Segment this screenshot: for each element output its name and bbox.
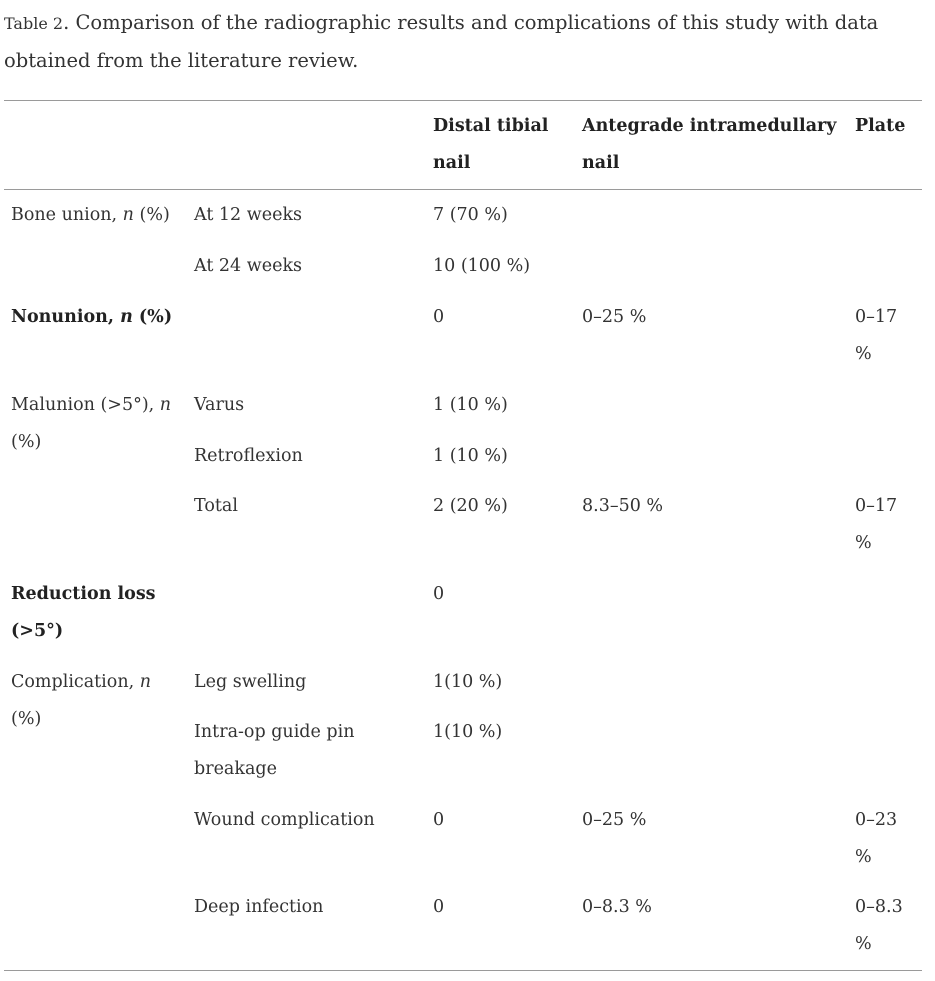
cell-wound-dtn: 0 xyxy=(433,810,445,830)
row-label-complication-line2: (%) xyxy=(11,709,42,729)
table-caption xyxy=(4,4,929,79)
cell-leg-swelling-dtn: 1(10 %) xyxy=(433,672,503,692)
header-antegrade-nail-line2: nail xyxy=(582,153,620,173)
header-distal-tibial-nail-line1: Distal tibial xyxy=(433,116,549,136)
caption-text: . Comparison of the radiographic results and complications of this study with data obtained from the literature review. xyxy=(4,11,879,72)
cell-nonunion-dtn: 0 xyxy=(433,307,445,327)
sub-label-leg-swelling: Leg swelling xyxy=(194,672,307,692)
sub-label-at-12-weeks: At 12 weeks xyxy=(194,205,303,225)
row-label-malunion-line2: (%) xyxy=(11,432,42,452)
table-top-rule xyxy=(4,100,922,101)
sub-label-at-24-weeks: At 24 weeks xyxy=(194,256,303,276)
cell-deep-infection-plate-line1: 0–8.3 xyxy=(855,897,903,917)
header-plate: Plate xyxy=(855,116,906,136)
cell-guide-pin-dtn: 1(10 %) xyxy=(433,722,503,742)
sub-label-retroflexion: Retroflexion xyxy=(194,446,303,466)
header-antegrade-nail-line1: Antegrade intramedullary xyxy=(582,116,837,136)
sub-label-total: Total xyxy=(194,496,238,516)
sub-label-varus: Varus xyxy=(194,395,245,415)
cell-nonunion-plate-line1: 0–17 xyxy=(855,307,898,327)
table-bottom-rule xyxy=(4,970,922,971)
cell-total-ain: 8.3–50 % xyxy=(582,496,664,516)
cell-bone-union-12w-dtn: 7 (70 %) xyxy=(433,205,508,225)
row-label-nonunion: Nonunion, n (%) xyxy=(11,307,173,327)
cell-bone-union-24w-dtn: 10 (100 %) xyxy=(433,256,531,276)
header-distal-tibial-nail-line2: nail xyxy=(433,153,471,173)
sub-label-guide-pin-line1: Intra-op guide pin xyxy=(194,722,355,742)
row-label-bone-union: Bone union, n (%) xyxy=(11,205,170,225)
cell-wound-ain: 0–25 % xyxy=(582,810,647,830)
cell-retroflexion-dtn: 1 (10 %) xyxy=(433,446,508,466)
cell-total-dtn: 2 (20 %) xyxy=(433,496,508,516)
sub-label-deep-infection: Deep infection xyxy=(194,897,324,917)
cell-wound-plate-line1: 0–23 xyxy=(855,810,898,830)
row-label-complication-line1: Complication, n xyxy=(11,672,151,692)
row-label-reduction-loss-line1: Reduction loss xyxy=(11,584,156,604)
row-label-reduction-loss-line2: (>5°) xyxy=(11,621,64,641)
sub-label-guide-pin-line2: breakage xyxy=(194,759,277,779)
cell-wound-plate-line2: % xyxy=(855,847,872,867)
cell-deep-infection-dtn: 0 xyxy=(433,897,445,917)
cell-nonunion-ain: 0–25 % xyxy=(582,307,647,327)
table-header-rule xyxy=(4,189,922,190)
row-label-malunion-line1: Malunion (>5°), n xyxy=(11,395,172,415)
cell-total-plate-line1: 0–17 xyxy=(855,496,898,516)
sub-label-wound-complication: Wound complication xyxy=(194,810,375,830)
table-label: Table 2 xyxy=(4,14,64,33)
cell-nonunion-plate-line2: % xyxy=(855,344,872,364)
cell-varus-dtn: 1 (10 %) xyxy=(433,395,508,415)
cell-total-plate-line2: % xyxy=(855,533,872,553)
cell-reduction-loss-dtn: 0 xyxy=(433,584,445,604)
cell-deep-infection-ain: 0–8.3 % xyxy=(582,897,652,917)
cell-deep-infection-plate-line2: % xyxy=(855,934,872,954)
